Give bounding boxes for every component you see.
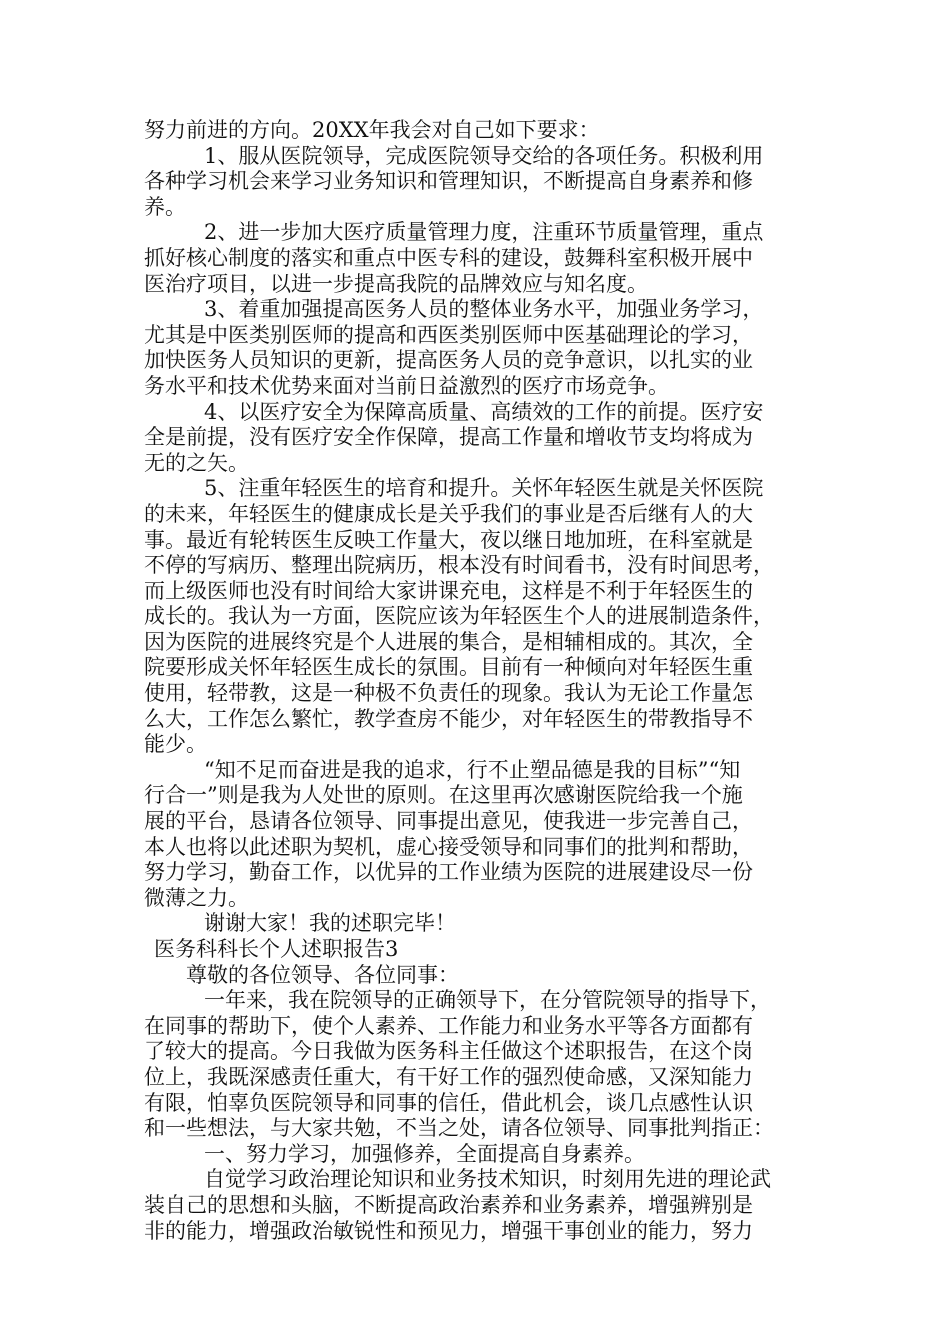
text-line: 和一些想法，与大家共勉，不当之处，请各位领导、同事批判指正： — [144, 1116, 774, 1141]
text-line: 尤其是中医类别医师的提高和西医类别医师中医基础理论的学习， — [144, 322, 753, 347]
text-line: 装自己的思想和头脑，不断提高政治素养和业务素养，增强辨别是 — [144, 1192, 753, 1217]
text-line: 位上，我既深感责任重大，有干好工作的强烈使命感，又深知能力 — [144, 1064, 753, 1089]
text-line: 而上级医师也没有时间给大家讲课充电，这样是不利于年轻医生的 — [144, 578, 753, 603]
text-line: 养。 — [144, 194, 186, 219]
text-line: 么大，工作怎么繁忙，教学查房不能少，对年轻医生的带教指导不 — [144, 706, 753, 731]
text-line: 行合一”则是我为人处世的原则。在这里再次感谢医院给我一个施 — [144, 783, 743, 808]
text-line: 努力前进的方向。20XX年我会对自己如下要求： — [144, 118, 600, 142]
closing-line: 谢谢大家！我的述职完毕！ — [204, 911, 456, 936]
text-line: 务水平和技术优势来面对当前日益激烈的医疗市场竞争。 — [144, 373, 669, 398]
text-line: “知不足而奋进是我的追求，行不止塑品德是我的目标”“知 — [204, 757, 741, 782]
text-line: 各种学习机会来学习业务知识和管理知识，不断提高自身素养和修 — [144, 169, 753, 194]
text-line: 抓好核心制度的落实和重点中医专科的建设，鼓舞科室积极开展中 — [144, 245, 753, 270]
subsection-heading: 一、努力学习，加强修养，全面提高自身素养。 — [204, 1141, 645, 1166]
text-line: 展的平台，恳请各位领导、同事提出意见，使我进一步完善自己， — [144, 809, 753, 834]
text-line: 医治疗项目，以进一步提高我院的品牌效应与知名度。 — [144, 271, 648, 296]
text-line: 有限，怕辜负医院领导和同事的信任，借此机会，谈几点感性认识 — [144, 1090, 753, 1115]
text-line: 努力学习，勤奋工作，以优异的工作业绩为医院的进展建设尽一份 — [144, 860, 753, 885]
text-line: 了较大的提高。今日我做为医务科主任做这个述职报告，在这个岗 — [144, 1039, 753, 1064]
text-line: 4、以医疗安全为保障高质量、高绩效的工作的前提。医疗安 — [204, 399, 764, 424]
text-line: 成长的。我认为一方面，医院应该为年轻医生个人的进展制造条件， — [144, 604, 774, 629]
document-body — [144, 118, 824, 1244]
text-line: 1、服从医院领导，完成医院领导交给的各项任务。积极利用 — [204, 143, 764, 168]
text-line: 2、进一步加大医疗质量管理力度，注重环节质量管理，重点 — [204, 220, 764, 245]
text-line: 不停的写病历、整理出院病历，根本没有时间看书，没有时间思考， — [144, 553, 774, 578]
text-line: 因为医院的进展终究是个人进展的集合，是相辅相成的。其次，全 — [144, 629, 753, 654]
text-line: 3、着重加强提高医务人员的整体业务水平，加强业务学习， — [204, 297, 764, 322]
text-line: 自觉学习政治理论知识和业务技术知识，时刻用先进的理论武 — [204, 1167, 771, 1192]
text-line: 事。最近有轮转医生反映工作量大，夜以继日地加班，在科室就是 — [144, 527, 753, 552]
text-line: 院要形成关怀年轻医生成长的氛围。目前有一种倾向对年轻医生重 — [144, 655, 753, 680]
text-line: 全是前提，没有医疗安全作保障，提高工作量和增收节支均将成为 — [144, 425, 753, 450]
text-line: 能少。 — [144, 732, 207, 757]
section-title: 医务科科长个人述职报告3 — [154, 937, 399, 961]
text-line: 的未来，年轻医生的健康成长是关乎我们的事业是否后继有人的大 — [144, 501, 753, 526]
text-line: 无的之矢。 — [144, 450, 249, 475]
text-line: 在同事的帮助下，使个人素养、工作能力和业务水平等各方面都有 — [144, 1013, 753, 1038]
salutation: 尊敬的各位领导、各位同事： — [186, 962, 459, 987]
text-line: 使用，轻带教，这是一种极不负责任的现象。我认为无论工作量怎 — [144, 681, 753, 706]
text-line: 5、注重年轻医生的培育和提升。关怀年轻医生就是关怀医院 — [204, 476, 764, 501]
text-line: 本人也将以此述职为契机，虚心接受领导和同事们的批判和帮助， — [144, 834, 753, 859]
text-line: 加快医务人员知识的更新，提高医务人员的竞争意识，以扎实的业 — [144, 348, 753, 373]
text-line: 非的能力，增强政治敏锐性和预见力，增强干事创业的能力，努力 — [144, 1218, 753, 1243]
text-line: 一年来，我在院领导的正确领导下，在分管院领导的指导下， — [204, 988, 771, 1013]
text-line: 微薄之力。 — [144, 885, 249, 910]
